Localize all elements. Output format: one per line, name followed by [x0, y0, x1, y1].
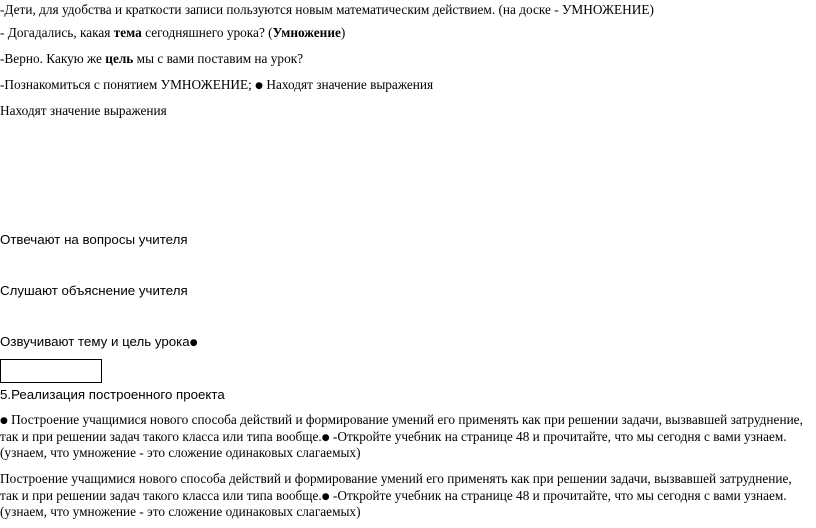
- section-heading: [0, 386, 225, 403]
- student-line-4: [0, 333, 198, 352]
- paragraph-1-line-2b-text: -Откройте учебник на странице 48 и прочитайте, что мы сегодня с вами узнаем.: [329, 429, 787, 444]
- bullet-icon: ●: [189, 338, 198, 348]
- teacher-line-3-part2: мы с вами поставим на урок?: [133, 51, 304, 66]
- paragraph-1-line-2a-text: так и при решении задач такого класса или типа вообще.: [0, 429, 322, 444]
- teacher-line-1: [0, 1, 654, 18]
- paragraph-2-line-1: [0, 470, 792, 487]
- student-line-2-text: Отвечают на вопросы учителя: [0, 232, 188, 247]
- teacher-line-3: [0, 50, 303, 67]
- teacher-line-4: [0, 76, 433, 95]
- paragraph-2-line-2a-text: так и при решении задач такого класса или типа вообще.: [0, 488, 322, 503]
- teacher-line-4-part2: Находят значение выражения: [263, 77, 434, 92]
- teacher-line-3-part1: -Верно. Какую же: [0, 51, 106, 66]
- teacher-line-2-part3: ): [340, 25, 346, 40]
- bullet-icon: ●: [321, 433, 330, 443]
- student-line-4-text: Озвучивают тему и цель урока: [0, 334, 190, 349]
- student-line-3: [0, 282, 188, 299]
- bullet-icon: ●: [0, 416, 8, 426]
- teacher-line-2-bold-topic: тема: [113, 25, 142, 40]
- teacher-line-2-part1: - Догадались, какая: [0, 25, 114, 40]
- teacher-line-2-part2: сегодняшнего урока? (: [141, 25, 273, 40]
- paragraph-2-line-2b-text: -Откройте учебник на странице 48 и прочитайте, что мы сегодня с вами узнаем.: [329, 488, 787, 503]
- bullet-icon: ●: [255, 81, 264, 91]
- paragraph-2-line-3-text: (узнаем, что умножение - это сложение одинаковых слагаемых): [0, 504, 361, 519]
- paragraph-1-line-3: [0, 444, 361, 461]
- teacher-line-2: [0, 24, 345, 41]
- paragraph-1-line-1-text: Построение учащимися нового способа действий и формирование умений его применять как при решении задачи, вызвавшей затруднение,: [7, 412, 803, 427]
- student-line-2: [0, 231, 188, 248]
- paragraph-2-line-1-text: Построение учащимися нового способа действий и формирование умений его применять как при решении задачи, вызвавшей затруднение,: [0, 471, 792, 486]
- teacher-line-2-bold-answer: Умножение: [272, 25, 341, 40]
- paragraph-2-line-3: [0, 503, 361, 520]
- student-line-1-text: Находят значение выражения: [0, 103, 167, 118]
- paragraph-1-line-3-text: (узнаем, что умножение - это сложение одинаковых слагаемых): [0, 445, 361, 460]
- teacher-line-3-bold-goal: цель: [105, 51, 134, 66]
- section-heading-text: 5.Реализация построенного проекта: [0, 387, 225, 402]
- bullet-icon: ●: [321, 492, 330, 502]
- student-line-1: [0, 102, 167, 119]
- teacher-line-1-text: -Дети, для удобства и краткости записи пользуются новым математическим действием. (на доске - УМНОЖЕНИЕ): [0, 2, 654, 17]
- teacher-line-4-part1: -Познакомиться с понятием УМНОЖЕНИЕ;: [0, 77, 252, 92]
- empty-box: [0, 359, 102, 383]
- student-line-3-text: Слушают объяснение учителя: [0, 283, 188, 298]
